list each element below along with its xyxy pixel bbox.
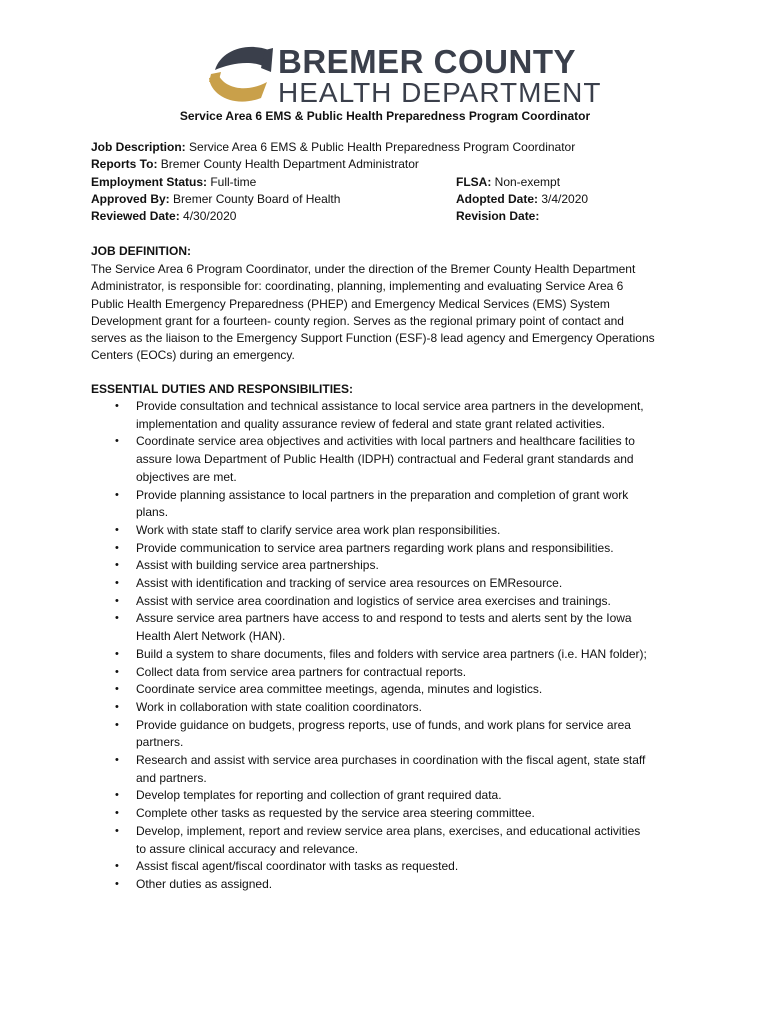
duty-line: assure Iowa Department of Public Health (IDPH) contractual and Federal grant standards and — [136, 452, 634, 467]
duty-item — [91, 487, 691, 522]
meta-row-reviewed-date — [91, 208, 691, 225]
duty-line: plans. — [136, 505, 169, 520]
bullet-icon: • — [115, 683, 119, 696]
duty-line: Provide planning assistance to local partners in the preparation and completion of grant work — [136, 487, 629, 502]
revision-date — [456, 208, 539, 225]
duty-line: Complete other tasks as requested by the service area steering committee. — [136, 806, 535, 821]
duty-line: Assist with identification and tracking of service area resources on EMResource. — [136, 576, 563, 591]
bullet-icon: • — [115, 541, 119, 554]
duty-item — [91, 664, 691, 682]
duty-line: Assist with service area coordination and logistics of service area exercises and trainings. — [136, 593, 611, 608]
bullet-icon: • — [115, 612, 119, 625]
job-definition-heading: JOB DEFINITION: — [91, 244, 192, 258]
duties-heading: ESSENTIAL DUTIES AND RESPONSIBILITIES: — [91, 382, 354, 396]
duty-item — [91, 876, 691, 894]
duty-line: and partners. — [136, 770, 207, 785]
duty-item — [91, 433, 691, 486]
duty-line: Provide consultation and technical assistance to local service area partners in the development, — [136, 399, 644, 413]
bremer-county-logo — [207, 43, 602, 108]
duty-line: Coordinate service area objectives and activities with local partners and healthcare facilities to — [136, 434, 635, 449]
employment-status-value: Full-time — [207, 174, 257, 189]
job-definition-line: Public Health Emergency Preparedness (PHEP) and Emergency Medical Services (EMS) System — [91, 296, 610, 311]
job-meta — [91, 139, 691, 225]
bullet-icon: • — [115, 877, 119, 890]
duty-line: objectives are met. — [136, 469, 237, 484]
duty-line: Research and assist with service area purchases in coordination with the fiscal agent, state staff — [136, 753, 646, 768]
duty-line: implementation and quality assurance review of federal and state grant related activities. — [136, 416, 605, 431]
duty-item — [91, 805, 691, 823]
bullet-icon: • — [115, 860, 119, 873]
duty-item — [91, 522, 691, 540]
duty-item — [91, 540, 691, 558]
duty-item — [91, 557, 691, 575]
job-description-label: Job Description: — [91, 140, 186, 154]
duty-item — [91, 717, 691, 752]
duty-line: Other duties as assigned. — [136, 876, 273, 891]
duty-item — [91, 610, 691, 645]
duty-item — [91, 646, 691, 664]
duty-line: Provide guidance on budgets, progress reports, use of funds, and work plans for service area — [136, 717, 631, 732]
meta-row-employment-status — [91, 174, 691, 191]
job-definition-line: Development grant for a fourteen- county region. Serves as the regional primary point of contact and — [91, 313, 624, 328]
job-definition-line: serves as the liaison to the Emergency Support Function (ESF)-8 lead agency and Emergency Operations — [91, 331, 655, 346]
bullet-icon: • — [115, 789, 119, 802]
duty-line: Develop, implement, report and review service area plans, exercises, and educational activities — [136, 823, 641, 838]
job-definition-text — [91, 261, 691, 365]
duty-line: Develop templates for reporting and collection of grant required data. — [136, 788, 502, 803]
meta-row-reports-to — [91, 156, 691, 173]
duty-item — [91, 699, 691, 717]
duty-item — [91, 752, 691, 787]
duty-item — [91, 398, 691, 433]
logo-line-2: HEALTH DEPARTMENT — [278, 77, 602, 108]
bullet-icon: • — [115, 577, 119, 590]
bullet-icon: • — [115, 718, 119, 731]
bullet-icon: • — [115, 488, 119, 501]
revision-date-label: Revision Date: — [456, 209, 540, 224]
flsa-value: Non-exempt — [491, 174, 561, 189]
logo-mark-icon — [207, 44, 273, 106]
reviewed-date-value: 4/30/2020 — [179, 209, 237, 224]
bullet-icon: • — [115, 824, 119, 837]
bullet-icon: • — [115, 754, 119, 767]
duty-line: to assure clinical accuracy and relevance. — [136, 841, 359, 856]
adopted-date-label: Adopted Date: — [456, 191, 538, 206]
flsa — [456, 174, 560, 191]
duty-line: Work with state staff to clarify service area work plan responsibilities. — [136, 522, 501, 537]
duty-line: Assist fiscal agent/fiscal coordinator with tasks as requested. — [136, 859, 459, 874]
duty-line: Coordinate service area committee meetings, agenda, minutes and logistics. — [136, 682, 543, 697]
bullet-icon: • — [115, 400, 119, 412]
flsa-label: FLSA: — [456, 174, 492, 189]
duty-line: partners. — [136, 735, 184, 750]
bullet-icon: • — [115, 523, 119, 536]
duty-line: Assist with building service area partnerships. — [136, 558, 379, 573]
bullet-icon: • — [115, 665, 119, 678]
meta-row-approved-by — [91, 191, 691, 208]
duty-item — [91, 823, 691, 858]
bullet-icon: • — [115, 594, 119, 607]
employment-status-label: Employment Status: — [91, 174, 208, 189]
duty-item — [91, 681, 691, 699]
bullet-icon: • — [115, 559, 119, 572]
reports-to-label: Reports To: — [91, 157, 158, 172]
meta-row-job-description — [91, 139, 691, 156]
approved-by-value: Bremer County Board of Health — [169, 191, 341, 206]
duty-line: Work in collaboration with state coalition coordinators. — [136, 699, 422, 714]
bullet-icon: • — [115, 435, 119, 448]
job-description-value: Service Area 6 EMS & Public Health Preparedness Program Coordinator — [185, 140, 576, 154]
duty-item — [91, 575, 691, 593]
duty-line: Provide communication to service area partners regarding work plans and responsibilities. — [136, 540, 614, 555]
duty-line: Assure service area partners have access to and respond to tests and alerts sent by the Iowa — [136, 611, 632, 626]
bullet-icon: • — [115, 647, 119, 660]
job-definition-line: The Service Area 6 Program Coordinator, under the direction of the Bremer County Health Department — [91, 262, 636, 276]
duty-line: Collect data from service area partners for contractual reports. — [136, 664, 467, 679]
job-definition-line: Centers (EOCs) during an emergency. — [91, 348, 295, 363]
document-title: Service Area 6 EMS & Public Health Preparedness Program Coordinator — [179, 109, 591, 123]
duties-list — [91, 398, 691, 894]
approved-by-label: Approved By: — [91, 191, 170, 206]
logo-line-1: BREMER COUNTY — [278, 43, 577, 80]
duty-item — [91, 858, 691, 876]
duty-line: Health Alert Network (HAN). — [136, 629, 286, 644]
reports-to-value: Bremer County Health Department Administrator — [157, 157, 419, 172]
bullet-icon: • — [115, 807, 119, 820]
duty-item — [91, 593, 691, 611]
reviewed-date-label: Reviewed Date: — [91, 209, 180, 224]
job-definition-line: Administrator, is responsible for: coordinating, planning, implementing and evaluating Service Area 6 — [91, 279, 624, 294]
adopted-date — [456, 191, 588, 208]
bullet-icon: • — [115, 700, 119, 713]
adopted-date-value: 3/4/2020 — [538, 191, 589, 206]
duty-line: Build a system to share documents, files and folders with service area partners (i.e. HAN folder); — [136, 646, 647, 661]
duty-item — [91, 787, 691, 805]
